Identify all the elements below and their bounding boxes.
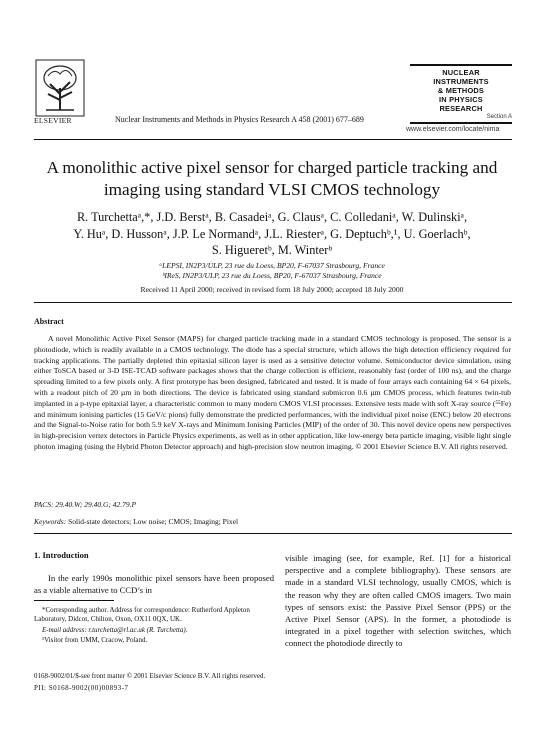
- logo-line-4: IN PHYSICS: [439, 95, 483, 104]
- affiliation-a: ᵃLEPSI, IN2P3/ULP, 23 rue du Loess, BP20, F-67037 Strasbourg, France: [159, 261, 385, 270]
- footnotes: [34, 606, 274, 647]
- authors-line-1: R. Turchettaᵃ,*, J.D. Berstᵃ, B. Casadeiᵃ, G. Clausᵃ, C. Colledaniᵃ, W. Dulinskiᵃ,: [76, 210, 468, 224]
- abstract-text: A novel Monolithic Active Pixel Sensor (MAPS) for charged particle tracking made in a standard CMOS technology is proposed. The sensor is a photodiode, which is readily available in a CMOS technology. The diode has a special structure, which allows the high detection efficiency required for tracking applications. The partially depleted thin epitaxial silicon layer is used as a sensitive detector volume. Semiconductor device simulation, using either ToSCA based or 3-D ISE-TCAD software packages shows that the charge collection is efficient, reasonably fast (order of 100 ns), and the charge spreading limited to a few pixels only. A first prototype has been designed, fabricated and tested. It is made of four arrays each containing 64 × 64 pixels, with a readout pitch of 20 µm in both directions. The device is fabricated using standard submicron 0.6 µm CMOS process, which features twin-tub implanted in a p-type epitaxial layer, a characteristic common to many modern CMOS VLSI processes. Extensive tests made with soft X-ray source (⁵⁵Fe) and minimum ionising particles (15 GeV/c pions) fully demonstrate the predicted performances, with the individual pixel noise (ENC) below 20 electrons and the Signal-to-Noise ratio for both 5.9 keV X-rays and Minimum Ionising Particles (MIP) of the order of 30. This novel device opens new perspectives in high-precision vertex detectors in Particle Physics experiments, as well as in other application, like low-energy beta particle imaging, visible light single photon imaging (using the Hybrid Photon Detector approach) and high-precision slow neutron imaging. © 2001 Elsevier Science B.V. All rights reserved.: [34, 334, 511, 451]
- pacs-codes: PACS: 29.40.W; 29.40.G; 42.79.P: [34, 500, 137, 509]
- affiliation-b: ᵇIReS, IN2P3/ULP, 23 rue du Loess, BP20, F-67037 Strasbourg, France: [162, 271, 382, 280]
- article-title: A monolithic active pixel sensor for charged particle tracking and imaging using standard VLSI CMOS technology: [46, 158, 498, 199]
- footnote-divider: [34, 600, 114, 601]
- authors-line-2: Y. Huᵃ, D. Hussonᵃ, J.P. Le Normandᵃ, J.L. Riesterᵃ, G. Deptuchᵇ,¹, U. Goerlachᵇ,: [73, 226, 471, 241]
- journal-section: Section A: [486, 114, 512, 120]
- affiliations: [30, 261, 514, 281]
- footnote-corresponding: *Corresponding author. Address for correspondence: Rutherford Appleton Laboratory, Didcot, Chilton, Oxon, OX11 0QX, UK.: [34, 606, 250, 624]
- keywords-label: Keywords:: [34, 517, 67, 526]
- journal-logo: [410, 62, 512, 126]
- issn-line: 0168-9002/01/$-see front matter © 2001 Elsevier Science B.V. All rights reserved.: [34, 672, 266, 680]
- logo-line-5: RESEARCH: [439, 104, 483, 113]
- logo-rule-top: [410, 64, 512, 66]
- logo-rule-bottom: [410, 122, 512, 124]
- elsevier-tree-logo: [34, 58, 86, 120]
- elsevier-tree-icon: [34, 58, 86, 120]
- pii-line: PII: S0168-9002(00)00893-7: [34, 684, 129, 692]
- journal-url: www.elsevier.com/locate/nima: [406, 126, 500, 133]
- section-heading: 1. Introduction: [34, 550, 89, 560]
- intro-left-paragraph: In the early 1990s monolithic pixel sensors have been proposed as a viable alternative to CCD’s in: [34, 573, 274, 595]
- logo-line-3: & METHODS: [437, 86, 485, 95]
- abstract-top-divider: [34, 302, 512, 303]
- keywords: [34, 517, 238, 526]
- publisher-name: ELSEVIER: [34, 116, 72, 125]
- abstract-bottom-divider: [34, 533, 512, 534]
- journal-citation: Nuclear Instruments and Methods in Physics Research A 458 (2001) 677–689: [115, 115, 364, 124]
- author-list: [30, 209, 514, 259]
- footnote-visitor: ¹Visitor from UMM, Cracow, Poland.: [42, 636, 148, 645]
- authors-line-3: S. Higueretᵇ, M. Winterᵇ: [211, 243, 333, 257]
- footnote-email: E-mail address: r.turchetta@rl.ac.uk (R. Turchetta).: [42, 625, 188, 634]
- header-divider: [34, 139, 512, 140]
- keywords-list: Solid-state detectors; Low noise; CMOS; Imaging; Pixel: [68, 517, 239, 526]
- abstract-heading: Abstract: [34, 317, 64, 326]
- logo-line-2: INSTRUMENTS: [433, 77, 489, 86]
- logo-line-1: NUCLEAR: [442, 68, 480, 77]
- received-dates: Received 11 April 2000; received in revised form 18 July 2000; accepted 18 July 2000: [140, 285, 404, 294]
- intro-right-paragraph: visible imaging (see, for example, Ref. [1] for a historical perspective and a complete bibliography). These sensors are made in a standard VLSI technology, usually CMOS, which is the reason why they are often called CMOS imagers. Two main types of sensors exist: the Passive Pixel Sensor (PPS) or the Active Pixel Sensor (APS). In the former, a photodiode is integrated in a pixel together with selection switches, which connect the photodiode directly to: [285, 553, 511, 649]
